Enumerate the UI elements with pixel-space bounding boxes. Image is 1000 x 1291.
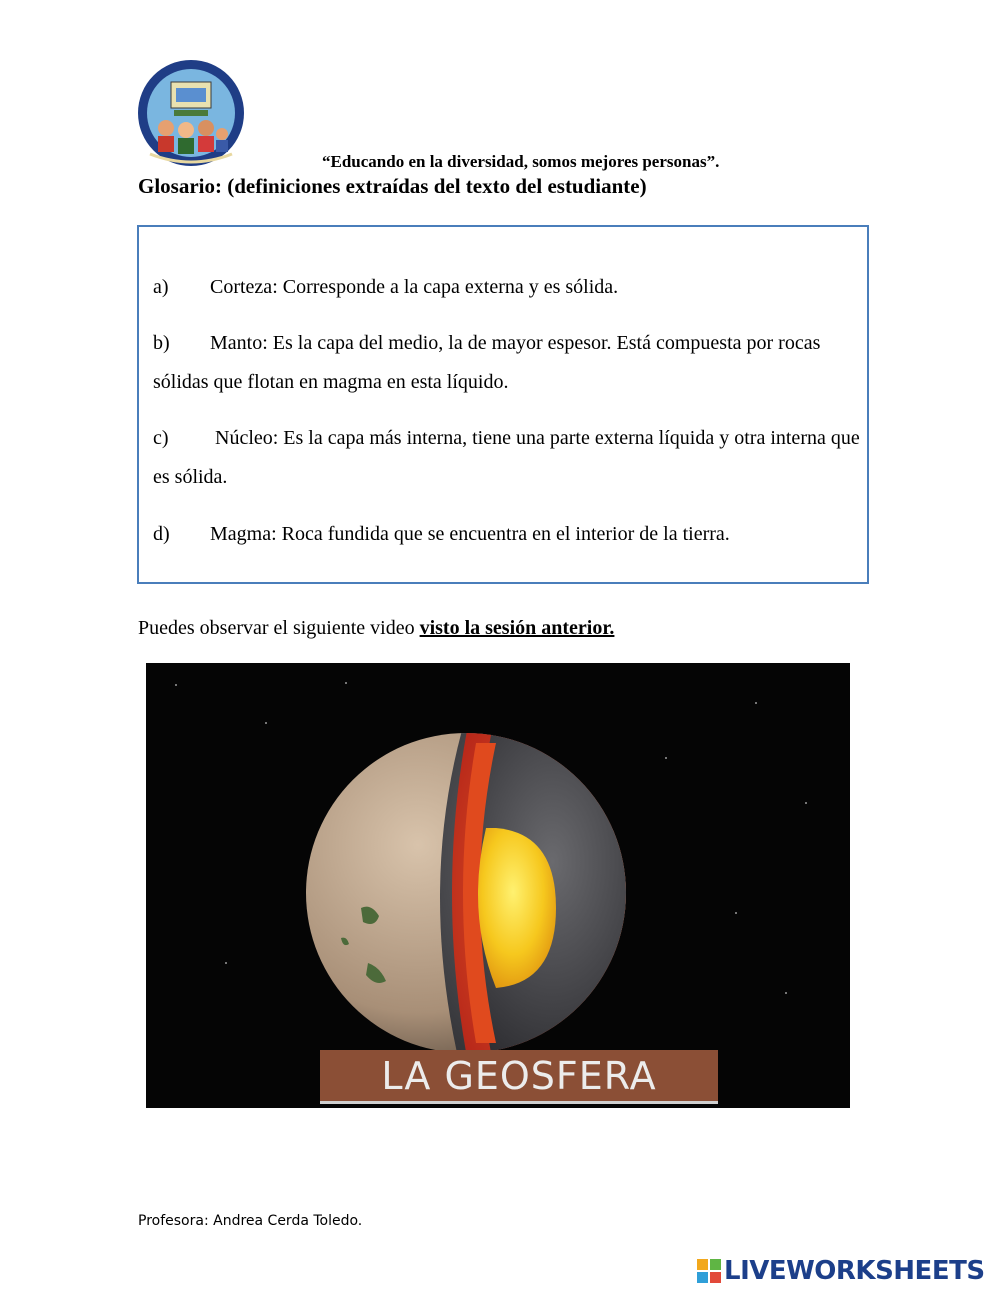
brand-name: LIVEWORKSHEETS <box>724 1256 985 1286</box>
school-crest-icon <box>136 58 246 168</box>
video-intro <box>138 617 614 640</box>
video-title-banner: LA GEOSFERA <box>320 1050 718 1104</box>
entry-text: Magma: Roca fundida que se encuentra en el interior de la tierra. <box>210 523 730 545</box>
video-intro-emphasis: visto la sesión anterior. <box>419 617 615 639</box>
glossary-entry-corteza <box>153 268 861 307</box>
teacher-credit: Profesora: Andrea Cerda Toledo. <box>138 1213 363 1229</box>
entry-letter: b) <box>153 332 170 354</box>
entry-text: Corteza: Corresponde a la capa externa y es sólida. <box>210 276 619 298</box>
glossary-entry-nucleo <box>153 419 865 497</box>
school-logo <box>136 58 246 168</box>
entry-letter: d) <box>153 523 170 545</box>
glossary-entry-magma <box>153 515 861 554</box>
liveworksheets-logo-icon <box>697 1259 721 1283</box>
glossary-box <box>137 225 869 584</box>
entry-letter: a) <box>153 276 169 298</box>
school-motto: “Educando en la diversidad, somos mejores personas”. <box>322 152 720 171</box>
video-intro-text: Puedes observar el siguiente video <box>138 617 420 639</box>
video-thumbnail[interactable] <box>146 663 850 1108</box>
entry-text: Núcleo: Es la capa más interna, tiene una parte externa líquida y otra interna que es sólida. <box>153 427 865 488</box>
liveworksheets-brand[interactable] <box>697 1256 985 1286</box>
glossary-entry-manto <box>153 324 861 402</box>
glossary-title: Glosario: (definiciones extraídas del texto del estudiante) <box>138 174 647 198</box>
entry-text: Manto: Es la capa del medio, la de mayor espesor. Está compuesta por rocas sólidas que flotan en magma en esta líquido. <box>153 332 821 393</box>
earth-layers-illustration <box>146 663 850 1108</box>
entry-letter: c) <box>153 427 169 449</box>
